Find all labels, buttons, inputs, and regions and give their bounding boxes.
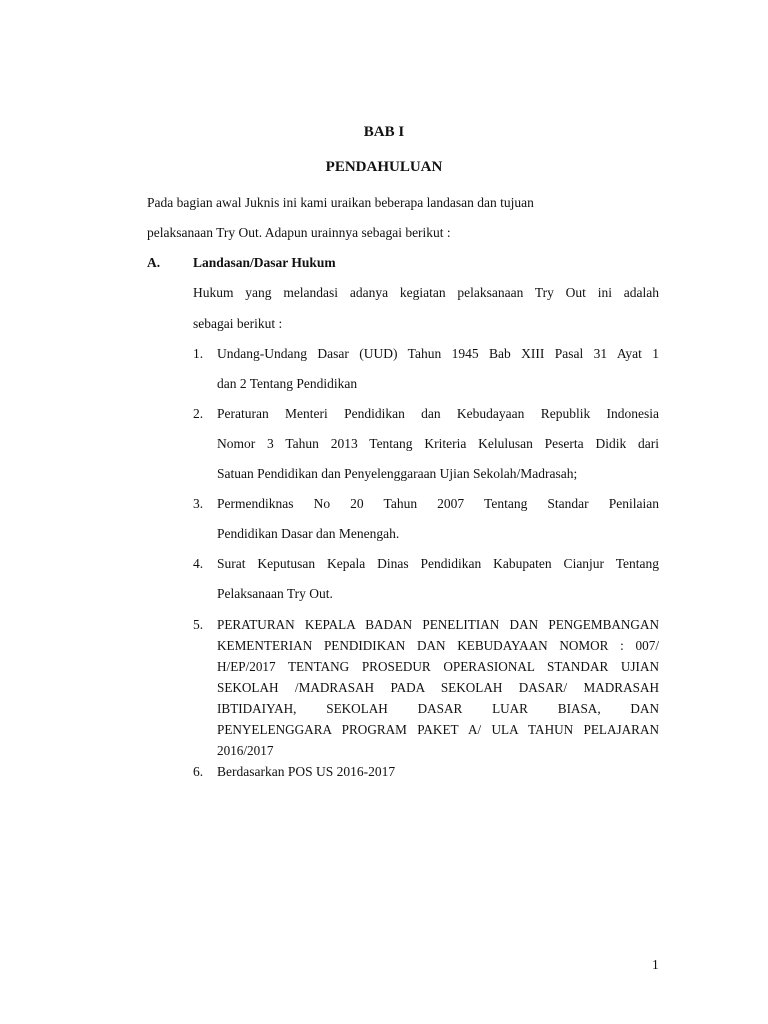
list-item-number: 5.	[193, 617, 204, 632]
page-number: 1	[652, 957, 659, 972]
list-item-line: IBTIDAIYAH, SEKOLAH DASAR LUAR BIASA, DAN	[217, 701, 659, 716]
list-item-line: Undang-Undang Dasar (UUD) Tahun 1945 Bab XIII Pasal 31 Ayat 1	[217, 346, 659, 361]
section-a-title: Landasan/Dasar Hukum	[193, 255, 336, 270]
intro-line-2: pelaksanaan Try Out. Adapun urainnya sebagai berikut :	[147, 225, 451, 240]
list-item-line: Berdasarkan POS US 2016-2017	[217, 764, 396, 779]
list-item-line: dan 2 Tentang Pendidikan	[217, 376, 358, 391]
list-item-line: Pendidikan Dasar dan Menengah.	[217, 526, 400, 541]
list-item-line: KEMENTERIAN PENDIDIKAN DAN KEBUDAYAAN NOMOR : 007/	[217, 638, 659, 653]
intro-line-1: Pada bagian awal Juknis ini kami uraikan beberapa landasan dan tujuan	[147, 195, 534, 210]
list-item-line: H/EP/2017 TENTANG PROSEDUR OPERASIONAL STANDAR UJIAN	[217, 659, 659, 674]
list-item-number: 1.	[193, 346, 204, 361]
list-item-line: Nomor 3 Tahun 2013 Tentang Kriteria Kelulusan Peserta Didik dari	[217, 436, 659, 451]
list-item-number: 3.	[193, 496, 204, 511]
list-item-line: 2016/2017	[217, 743, 274, 758]
chapter-subtitle: PENDAHULUAN	[325, 159, 443, 175]
list-item-line: SEKOLAH /MADRASAH PADA SEKOLAH DASAR/ MADRASAH	[217, 680, 659, 695]
list-item-line: Peraturan Menteri Pendidikan dan Kebudayaan Republik Indonesia	[217, 406, 659, 421]
list-item-line: PERATURAN KEPALA BADAN PENELITIAN DAN PENGEMBANGAN	[217, 617, 659, 632]
chapter-title: BAB I	[363, 124, 405, 140]
list-item-line: Permendiknas No 20 Tahun 2007 Tentang Standar Penilaian	[217, 496, 659, 511]
list-item-line: Surat Keputusan Kepala Dinas Pendidikan Kabupaten Cianjur Tentang	[217, 556, 659, 571]
list-item-line: Pelaksanaan Try Out.	[217, 586, 333, 601]
section-a-label: A.	[147, 255, 161, 270]
list-item-line: Satuan Pendidikan dan Penyelenggaraan Ujian Sekolah/Madrasah;	[217, 466, 578, 481]
section-a-paragraph-line-2: sebagai berikut :	[193, 316, 283, 331]
list-item-number: 6.	[193, 764, 204, 779]
section-a-paragraph-line-1: Hukum yang melandasi adanya kegiatan pelaksanaan Try Out ini adalah	[193, 285, 659, 300]
list-item-number: 4.	[193, 556, 204, 571]
list-item-line: PENYELENGGARA PROGRAM PAKET A/ ULA TAHUN PELAJARAN	[217, 722, 659, 737]
list-item-number: 2.	[193, 406, 204, 421]
